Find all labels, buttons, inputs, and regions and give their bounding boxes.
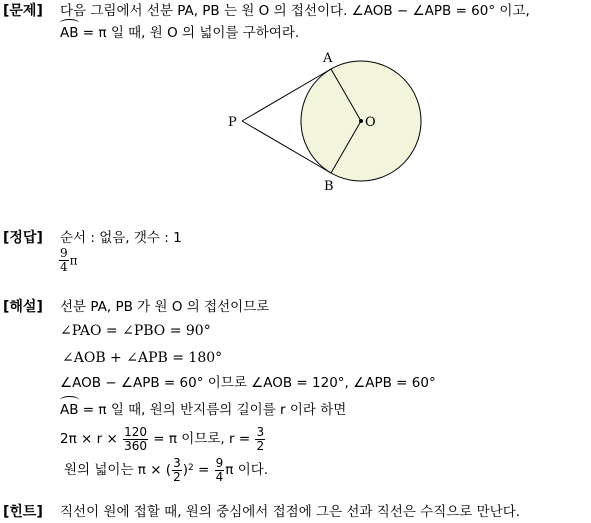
label-b: B	[324, 179, 334, 194]
problem-tag: [문제]	[3, 3, 43, 19]
solution-line5	[60, 401, 346, 419]
solution-line6-num: 120	[124, 424, 147, 439]
solution-line6-den: 360	[124, 438, 147, 453]
label-p: P	[228, 115, 237, 130]
solution-line5-rest: = π 일 때, 원의 반지름의 길이를 r 이라 하면	[78, 402, 347, 418]
solution-line7	[64, 452, 268, 488]
solution-line1: 선분 PA, PB 가 원 O 의 접선이므로	[60, 299, 270, 315]
solution-line7-end: π 이다.	[225, 462, 269, 478]
solution-line7-mid: )	[182, 462, 188, 478]
solution-line6-rfrac	[255, 426, 265, 453]
solution-line2: ∠PAO = ∠PBO = 90°	[60, 323, 211, 339]
solution-line7-rnum: 9	[215, 455, 224, 470]
problem-text-line1: 다음 그림에서 선분 PA, PB 는 원 O 의 접선이다. ∠AOB − ∠APB = 60° 이고,	[60, 3, 530, 19]
arc-ab-symbol-2: AB	[60, 402, 79, 418]
problem-text-line2-rest: = π 일 때, 원 O 의 넓이를 구하여라.	[78, 25, 300, 41]
solution-line7-den: 2	[173, 469, 181, 484]
answer-tag: [정답]	[3, 230, 43, 246]
solution-tag: [해설]	[3, 299, 43, 315]
solution-line7-num: 3	[173, 455, 181, 470]
answer-frac-num: 9	[60, 246, 68, 260]
answer-line1: 순서 : 없음, 갯수 : 1	[60, 230, 182, 246]
solution-line7-rden: 4	[215, 469, 224, 484]
solution-line4: ∠AOB − ∠APB = 60° 이므로 ∠AOB = 120°, ∠APB = 60°	[60, 375, 436, 391]
arc-ab-symbol: AB	[60, 25, 79, 41]
answer-frac	[59, 247, 69, 274]
answer-frac-den: 4	[60, 260, 68, 274]
hint-text: 직선이 원에 접할 때, 원의 중심에서 접점에 그은 선과 직선은 수직으로 만난다.	[60, 504, 521, 520]
solution-line6-frac	[123, 426, 148, 453]
point-o	[359, 119, 363, 123]
label-o: O	[365, 115, 376, 130]
hint-tag: [힌트]	[3, 504, 43, 520]
answer-frac-pi: π	[69, 253, 78, 268]
solution-line6-rnum: 3	[256, 424, 265, 439]
solution-line6-mid: = π 이므로, r =	[148, 431, 255, 447]
solution-line7-frac	[172, 457, 182, 484]
solution-line7-rfrac	[215, 457, 225, 484]
answer-fraction	[58, 247, 78, 274]
solution-line3: ∠AOB + ∠APB = 180°	[62, 350, 223, 366]
solution-line7-pre: 원의 넓이는 π × (	[64, 462, 172, 478]
solution-line6-pre: 2π × r ×	[60, 431, 123, 447]
solution-line6-rden: 2	[256, 438, 265, 453]
solution-line7-eq: =	[193, 462, 214, 478]
solution-line7-exp: 2	[188, 463, 194, 473]
label-a: A	[323, 51, 333, 66]
